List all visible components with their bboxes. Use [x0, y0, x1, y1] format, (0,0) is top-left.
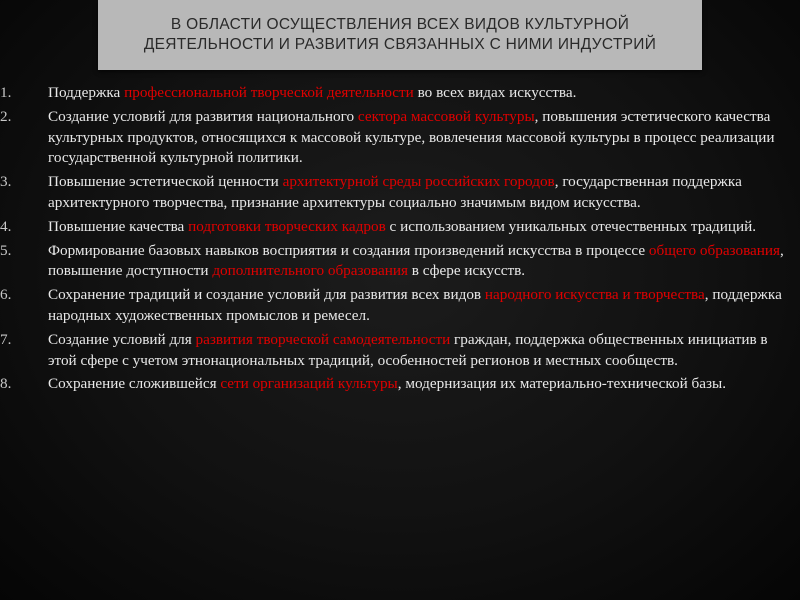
item-text: [48, 241, 792, 283]
item-text: [48, 172, 792, 214]
item-text: [48, 83, 792, 104]
item-text-segment: Повышение качества: [48, 217, 189, 235]
list-item: [0, 285, 792, 327]
list-item: [0, 241, 792, 283]
list-item: [0, 107, 792, 169]
item-text: [48, 374, 792, 395]
highlighted-phrase: развития творческой самодеятельности: [195, 330, 451, 348]
item-text-segment: , поддержка народных художественных промыслов и ремесел.: [48, 286, 782, 324]
highlighted-phrase: общего образования: [648, 241, 781, 259]
item-text-segment: во всех видах искусства.: [413, 84, 577, 101]
item-number: 1.: [0, 84, 12, 101]
item-text: [48, 217, 792, 238]
list-item: [0, 330, 792, 372]
item-number: 5.: [0, 241, 12, 259]
highlighted-phrase: народного искусства и творчества: [484, 286, 705, 304]
highlighted-phrase: подготовки творческих кадров: [188, 217, 386, 235]
list-item: [0, 83, 792, 104]
item-number: 4.: [0, 217, 12, 235]
item-text: [48, 107, 792, 169]
item-text-segment: с использованием уникальных отечественных традиций.: [385, 217, 757, 235]
highlighted-phrase: сектора массовой культуры: [357, 107, 535, 125]
item-text-segment: , повышения эстетического качества культурных продуктов, относящихся к массовой культуре, вовлечения массовой культуры в процесс реализации государственной культурной политики.: [48, 107, 775, 167]
item-text-segment: Сохранение традиций и создание условий для развития всех видов: [48, 286, 485, 304]
highlighted-phrase: профессиональной творческой деятельности: [124, 84, 414, 101]
highlighted-phrase: сети организаций культуры: [220, 375, 398, 393]
item-number: 3.: [0, 173, 12, 191]
item-text-segment: Поддержка: [48, 84, 125, 101]
highlighted-phrase: дополнительного образования: [212, 262, 408, 280]
item-number: 6.: [0, 286, 12, 304]
title-banner: [98, 0, 702, 70]
item-number: 8.: [0, 375, 12, 393]
item-number: 7.: [0, 330, 12, 348]
item-text-segment: в сфере искусств.: [407, 262, 526, 280]
list-item: [0, 172, 792, 214]
list-item: [0, 374, 792, 395]
item-text-segment: Повышение эстетической ценности: [48, 173, 283, 191]
numbered-list: [0, 83, 792, 398]
item-text-segment: Формирование базовых навыков восприятия и создания произведений искусства в процессе: [48, 241, 649, 259]
item-text-segment: Создание условий для развития национального: [48, 107, 358, 125]
item-number: 2.: [0, 107, 12, 125]
item-text-segment: Сохранение сложившейся: [48, 375, 221, 393]
item-text-segment: Создание условий для: [48, 330, 196, 348]
list-item: [0, 217, 792, 238]
item-text-segment: граждан, поддержка общественных инициатив в этой сфере с учетом этнонациональных традиций, особенностей регионов и местных сообществ.: [48, 330, 768, 369]
item-text-segment: , модернизация их материально-технической базы.: [397, 375, 726, 393]
item-text: [48, 285, 792, 327]
item-text-segment: , повышение доступности: [48, 241, 784, 280]
slide-title: В ОБЛАСТИ ОСУЩЕСТВЛЕНИЯ ВСЕХ ВИДОВ КУЛЬТУРНОЙ ДЕЯТЕЛЬНОСТИ И РАЗВИТИЯ СВЯЗАННЫХ С НИМИ ИНДУСТРИЙ: [143, 16, 657, 53]
item-text-segment: , государственная поддержка архитектурного творчества, признание архитектуры социально значимым видом искусства.: [48, 173, 742, 211]
highlighted-phrase: архитектурной среды российских городов: [282, 173, 555, 191]
item-text: [48, 330, 792, 372]
